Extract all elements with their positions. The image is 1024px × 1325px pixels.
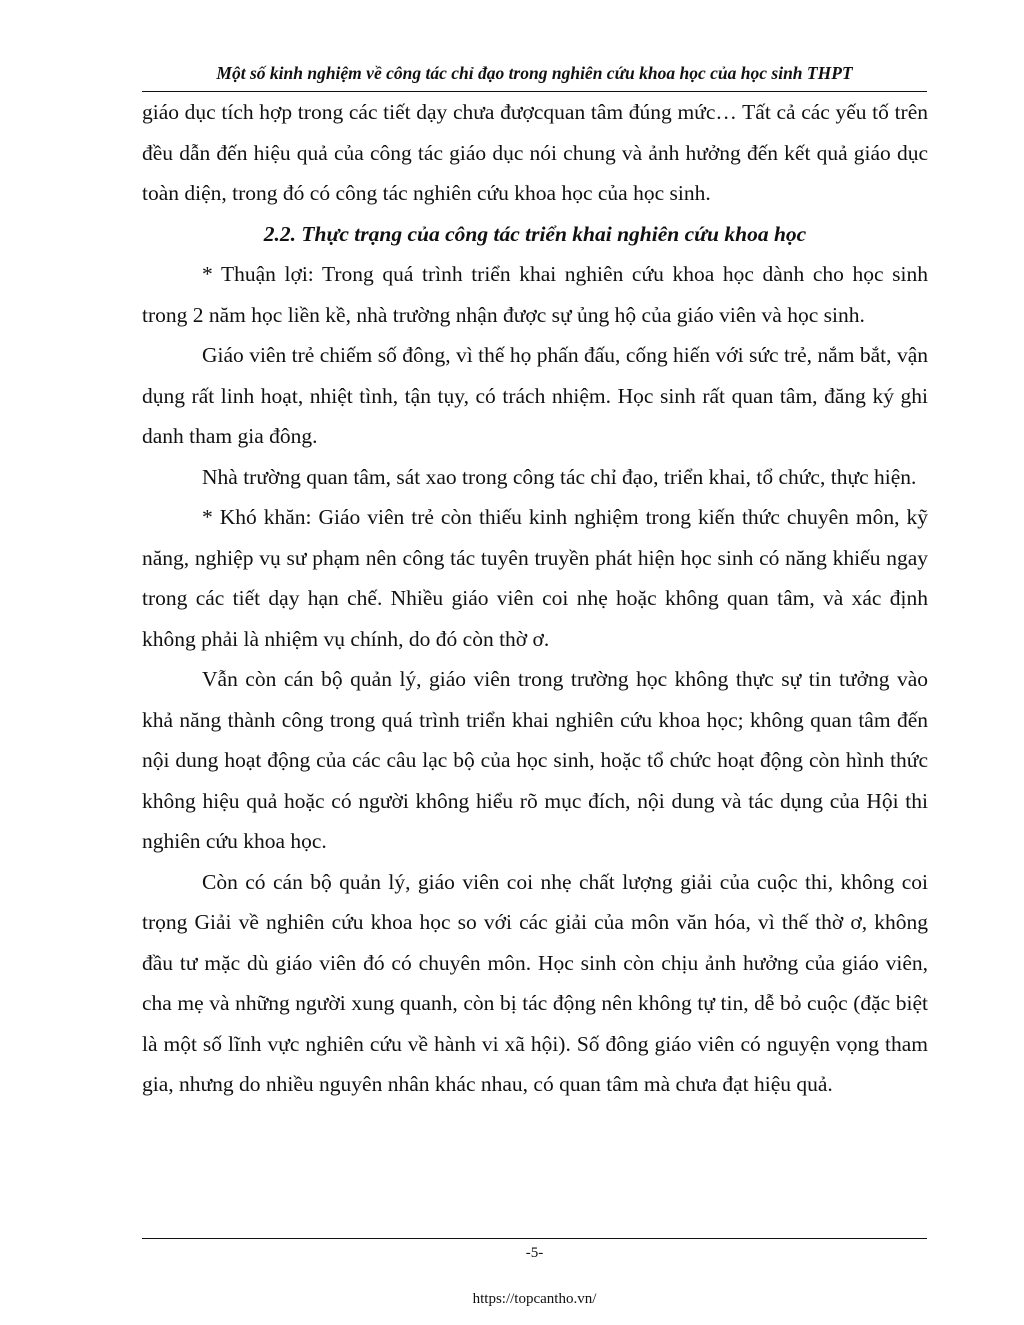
body-paragraph: Giáo viên trẻ chiếm số đông, vì thế họ phấn đấu, cống hiến với sức trẻ, nắm bắt, vận dụng rất linh hoạt, nhiệt tình, tận tụy, có trách nhiệm. Học sinh rất quan tâm, đăng ký ghi danh tham gia đông.	[142, 343, 928, 448]
body-paragraph: * Khó khăn: Giáo viên trẻ còn thiếu kinh nghiệm trong kiến thức chuyên môn, kỹ năng, nghiệp vụ sư phạm nên công tác tuyên truyền phát hiện học sinh có năng khiếu ngay trong các tiết dạy hạn chế. Nhiều giáo viên coi nhẹ hoặc không quan tâm, và xác định không phải là nhiệm vụ chính, do đó còn thờ ơ.	[142, 505, 928, 651]
source-url[interactable]: https://topcantho.vn/	[472, 1291, 597, 1307]
body-paragraph: giáo dục tích hợp trong các tiết dạy chưa đượcquan tâm đúng mức… Tất cả các yếu tố trên đều dẫn đến hiệu quả của công tác giáo dục nói chung và ảnh hưởng đến kết quả giáo dục toàn diện, trong đó có công tác nghiên cứu khoa học của học sinh.	[142, 100, 928, 205]
page-header: Một số kinh nghiệm về công tác chỉ đạo trong nghiên cứu khoa học của học sinh THPT	[216, 63, 853, 83]
document-body	[142, 92, 928, 1105]
section-heading: 2.2. Thực trạng của công tác triển khai nghiên cứu khoa học	[263, 221, 807, 246]
body-paragraph: Vẫn còn cán bộ quản lý, giáo viên trong trường học không thực sự tin tưởng vào khả năng thành công trong quá trình triển khai nghiên cứu khoa học; không quan tâm đến nội dung hoạt động của các câu lạc bộ của học sinh, hoặc tổ chức hoạt động còn hình thức không hiệu quả hoặc có người không hiểu rõ mục đích, nội dung và tác dụng của Hội thi nghiên cứu khoa học.	[142, 667, 928, 853]
body-paragraph: Còn có cán bộ quản lý, giáo viên coi nhẹ chất lượng giải của cuộc thi, không coi trọng Giải về nghiên cứu khoa học so với các giải của môn văn hóa, vì thế thờ ơ, không đầu tư mặc dù giáo viên đó có chuyên môn. Học sinh còn chịu ảnh hưởng của giáo viên, cha mẹ và những người xung quanh, còn bị tác động nên không tự tin, dễ bỏ cuộc (đặc biệt là một số lĩnh vực nghiên cứu về hành vi xã hội). Số đông giáo viên có nguyện vọng tham gia, nhưng do nhiều nguyên nhân khác nhau, có quan tâm mà chưa đạt hiệu quả.	[142, 869, 928, 1096]
page-number: -5-	[525, 1245, 544, 1261]
body-paragraph: * Thuận lợi: Trong quá trình triển khai nghiên cứu khoa học dành cho học sinh trong 2 năm học liền kề, nhà trường nhận được sự ủng hộ của giáo viên và học sinh.	[142, 262, 928, 327]
footer-divider	[142, 1238, 927, 1239]
body-paragraph: Nhà trường quan tâm, sát xao trong công tác chỉ đạo, triển khai, tổ chức, thực hiện.	[202, 464, 917, 489]
